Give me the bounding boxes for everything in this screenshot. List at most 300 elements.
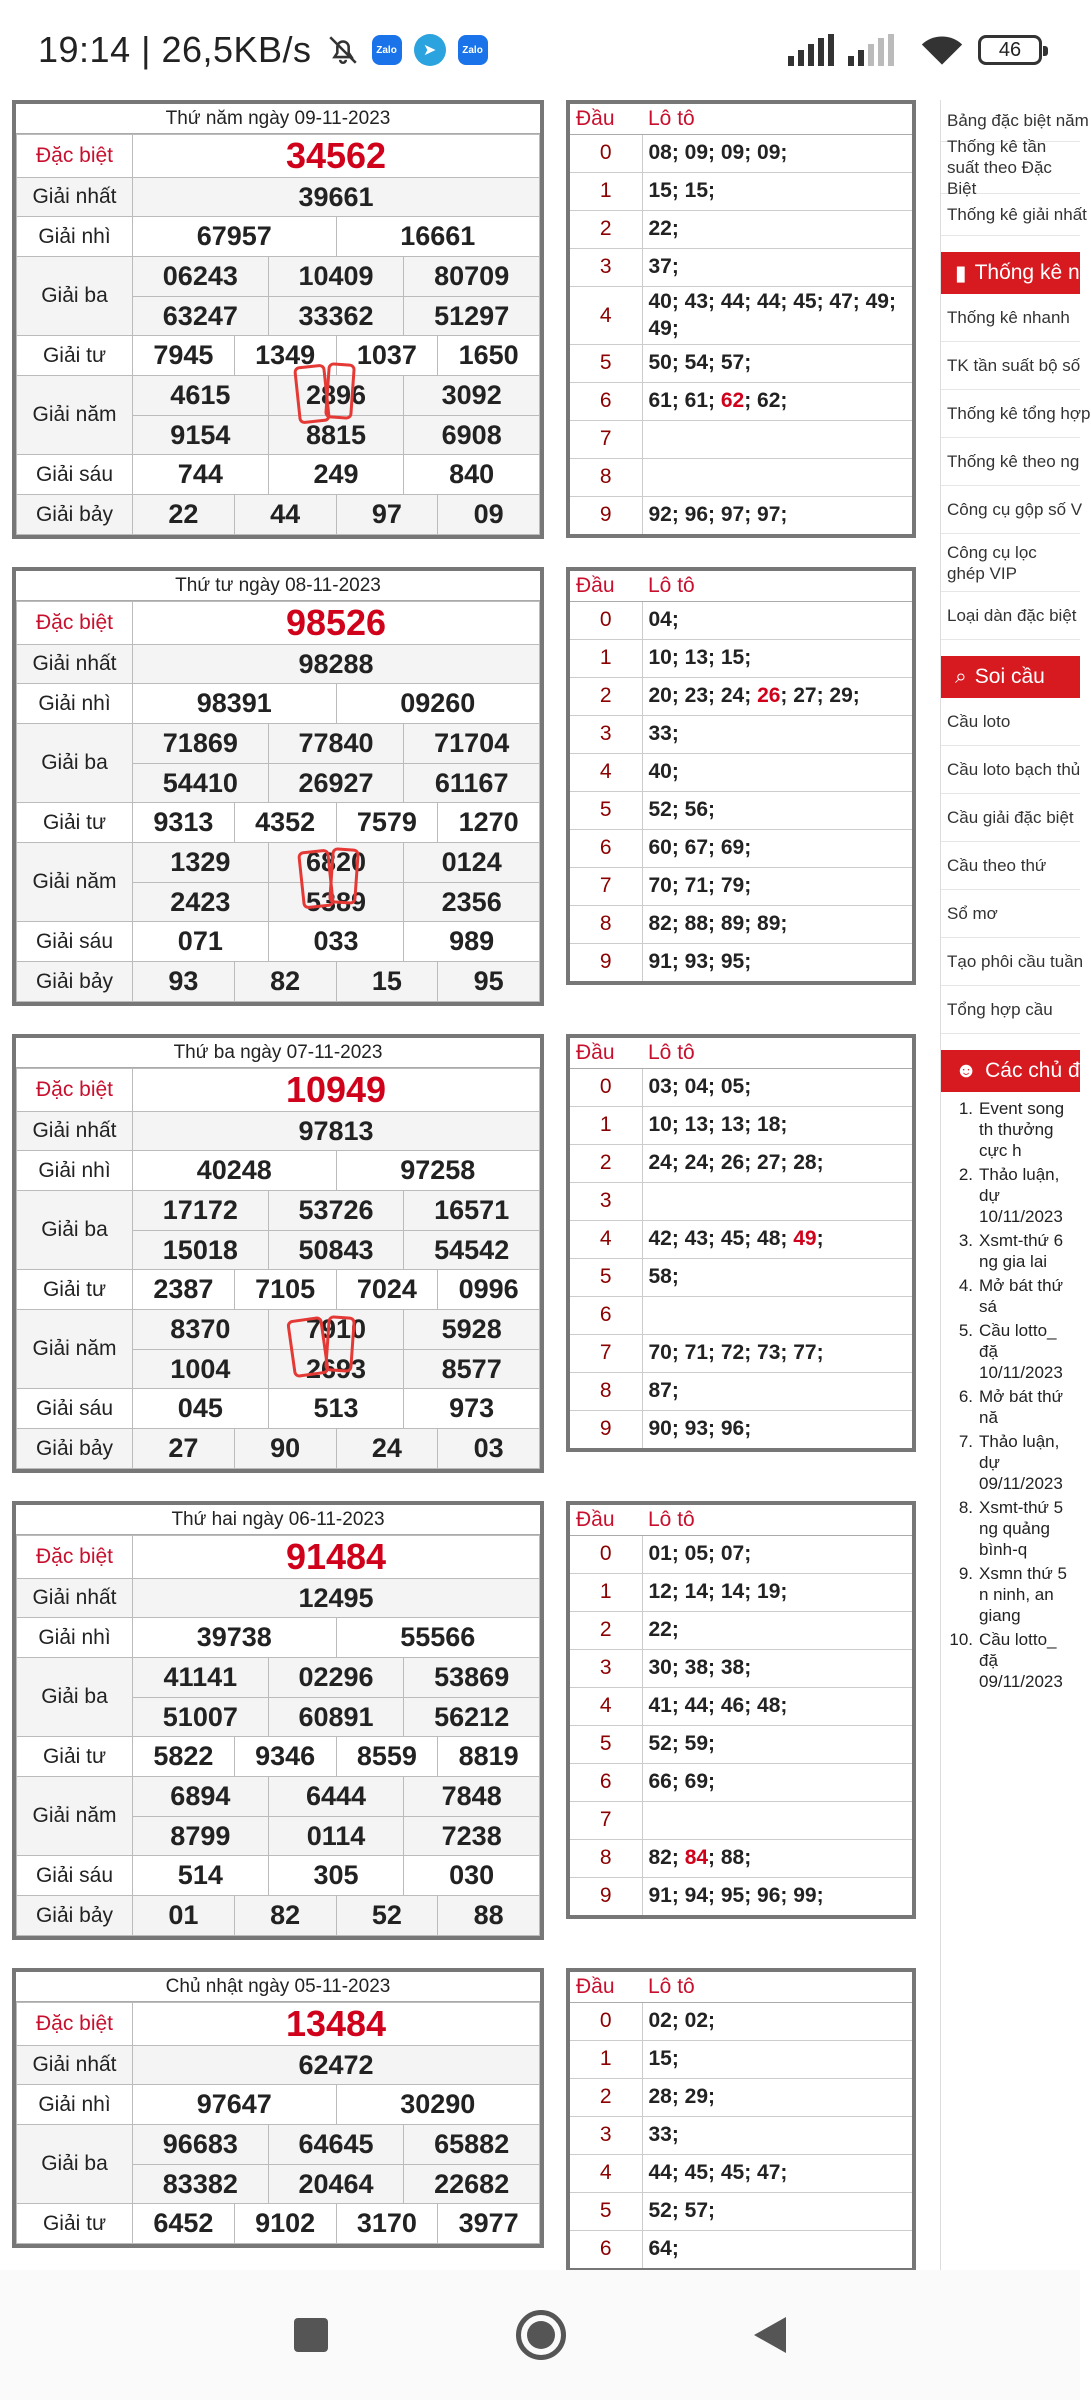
loto-values: 52; 59; [642,1725,912,1763]
loto-row [570,1535,912,1573]
prize-number: 10409 [268,257,404,296]
prize-number: 2423 [170,886,231,917]
loto-values: 44; 45; 45; 47; [642,2154,912,2192]
prize-number: 53869 [403,1658,539,1697]
loto-row [570,1763,912,1801]
topic-item[interactable] [947,1497,1080,1560]
prize-number: 7945 [153,340,214,370]
loto-head-digit: 9 [570,1410,642,1448]
loto-values [642,458,912,496]
topic-list [941,1092,1080,1701]
loto-row [570,2116,912,2154]
loto-head-digit: 0 [570,2002,642,2040]
topic-title[interactable]: Thảo luận, dự 10/11/2023 [979,1165,1063,1226]
prize-label-db: Đặc biệt [17,1536,133,1579]
spacer [941,1034,1080,1050]
loto-row [570,286,912,344]
loto-row [570,1372,912,1410]
loto-row [570,1182,912,1220]
loto-values: 70; 71; 72; 73; 77; [642,1334,912,1372]
prize-values-g2 [133,1618,540,1658]
prize-number: 56212 [403,1698,539,1736]
topic-number: 8. [958,1498,973,1517]
topic-item[interactable] [947,1320,1080,1383]
prize-number: 0124 [403,843,539,882]
sidebar-section-title: Thống kê n [974,261,1080,284]
signal-icon [788,34,834,66]
prize-number: 1650 [437,336,539,375]
prize-number: 071 [177,926,223,956]
prize-number: 16661 [336,217,540,256]
loto-values: 22; [642,1611,912,1649]
prize-number: 3092 [403,376,539,415]
prize-number: 97258 [336,1151,540,1190]
search-icon: ⌕ [955,665,967,688]
status-time: 19:14 | 26,5KB/s [38,29,312,70]
sidebar-link[interactable]: TK tần suất bộ số [941,342,1080,390]
prize-number: 51297 [403,297,539,335]
prize-number: 305 [268,1856,404,1895]
prize-number: 15 [336,962,438,1001]
topic-title[interactable]: Thảo luận, dự 09/11/2023 [979,1432,1063,1493]
prize-row-g2 [17,684,540,724]
prize-number: 030 [403,1856,539,1895]
wifi-icon [920,33,964,67]
prize-row-db [17,602,540,645]
sidebar-section-chart [941,252,1080,294]
prize-label-db: Đặc biệt [17,2003,133,2046]
prize-number: 20464 [268,2165,404,2203]
loto-head-dau: Đầu [570,104,642,134]
prize-number: 26927 [268,764,404,802]
loto-table [566,1501,916,1919]
prize-row-g5 [17,1777,540,1856]
prize-number: 22 [168,499,199,529]
result-card [12,567,544,1006]
prize-number: 90 [234,1429,336,1468]
topic-title[interactable]: Xsmt-thứ 5 ng quảng bình-q [979,1498,1064,1559]
prize-label-g7: Giải bảy [17,962,133,1002]
prize-label-g3: Giải ba [17,1658,133,1737]
loto-values: 50; 54; 57; [642,344,912,382]
loto-head-digit: 4 [570,1687,642,1725]
prize-values-g3 [133,257,540,336]
sidebar-link[interactable]: Tổng hợp cầu [941,986,1080,1034]
prize-number: 6452 [153,2208,214,2238]
loto-head-digit: 7 [570,867,642,905]
prize-number: 0996 [437,1270,539,1309]
prize-number: 6894 [170,1781,231,1811]
prize-number: 5822 [153,1741,214,1771]
topic-number: 1. [958,1099,973,1118]
loto-head-digit: 1 [570,1106,642,1144]
prize-number: 55566 [336,1618,540,1657]
loto-hot-number: 84 [684,1846,709,1869]
prize-number: 41141 [163,1662,238,1692]
loto-head-digit: 4 [570,2154,642,2192]
prize-number: 16571 [403,1191,539,1230]
sidebar-section-title: Soi cầu [974,665,1045,688]
prize-label-g2: Giải nhì [17,2085,133,2125]
loto-values: 87; [642,1372,912,1410]
prize-row-g3 [17,724,540,803]
loto-values: 40; 43; 44; 44; 45; 47; 49; 49; [642,286,912,344]
prize-row-g4 [17,1737,540,1777]
loto-row [570,134,912,172]
prize-values-g4 [133,1270,540,1310]
loto-head-digit: 2 [570,2078,642,2116]
prize-values-g6 [133,1389,540,1429]
prize-row-g1 [17,1579,540,1618]
sidebar-link[interactable]: Thống kê nhanh [941,294,1080,342]
topic-item[interactable] [947,1629,1080,1692]
topic-item[interactable] [947,1563,1080,1626]
prize-row-g7 [17,1896,540,1936]
loto-values: 12; 14; 14; 19; [642,1573,912,1611]
prize-label-g4: Giải tư [17,336,133,376]
sidebar-link[interactable]: Công cụ lọc ghép VIP [941,534,1080,592]
prize-label-g2: Giải nhì [17,217,133,257]
spacer [941,640,1080,656]
topic-title[interactable]: Cầu lotto_ đặ 10/11/2023 [979,1321,1063,1382]
loto-row [570,601,912,639]
sidebar-section-users [941,1050,1091,1092]
prize-values-g5 [133,1310,540,1389]
loto-head-digit: 4 [570,286,642,344]
prize-row-g3 [17,2125,540,2204]
topic-title[interactable]: Xsmn thứ 5 n ninh, an giang [979,1564,1067,1625]
prize-number: 9154 [170,419,231,450]
prize-label-g7: Giải bảy [17,1429,133,1469]
loto-head-digit: 1 [570,2040,642,2078]
prize-number: 6908 [403,416,539,454]
prize-number: 39738 [196,1622,272,1652]
loto-head-loto: Lô tô [642,1038,912,1068]
prize-row-g2 [17,217,540,257]
prize-number: 9313 [153,807,214,837]
prize-label-g5: Giải năm [17,1310,133,1389]
prize-value-g1: 12495 [133,1579,540,1618]
prize-values-g7 [133,495,540,535]
prize-number: 95 [437,962,539,1001]
loto-values: 82; 84; 88; [642,1839,912,1877]
prize-row-g6 [17,1856,540,1896]
prize-label-g2: Giải nhì [17,1151,133,1191]
prize-number: 840 [403,455,539,494]
topic-title[interactable]: Event song th thưởng cực h [979,1099,1065,1160]
topic-number: 5. [958,1321,973,1340]
draw-date-title[interactable]: Chủ nhật ngày 05-11-2023 [16,1972,540,2002]
sidebar-link[interactable]: Thống kê theo ng [941,438,1080,486]
loto-head-digit: 0 [570,134,642,172]
sidebar-link[interactable]: Tạo phôi cầu tuần [941,938,1080,986]
loto-table [566,1968,916,2272]
prize-number: 8370 [170,1314,231,1344]
prize-number: 989 [403,922,539,961]
prize-number: 63247 [162,300,238,331]
prize-row-g2 [17,2085,540,2125]
sidebar-link[interactable]: Cầu theo thứ [941,842,1080,890]
topic-item[interactable] [947,1275,1080,1317]
prize-row-db [17,2003,540,2046]
prize-values-g4 [133,2204,540,2244]
prize-number: 8799 [170,1820,231,1851]
loto-values: 10; 13; 15; [642,639,912,677]
loto-head-digit: 0 [570,1535,642,1573]
draw-date-title[interactable]: Thứ ba ngày 07-11-2023 [16,1038,540,1068]
signal-icon-2 [848,34,894,66]
sidebar-link[interactable]: Cầu loto bạch thủ [941,746,1080,794]
prize-number: 1037 [336,336,438,375]
prize-values-g6 [133,922,540,962]
prize-row-g7 [17,962,540,1002]
prize-label-g4: Giải tư [17,2204,133,2244]
prize-number: 96683 [162,2129,238,2159]
loto-table [566,100,916,538]
loto-head-dau: Đầu [570,1505,642,1535]
prize-number: 83382 [162,2168,238,2199]
telegram-icon: ➤ [414,34,446,66]
topic-number: 7. [958,1432,973,1451]
loto-head-loto: Lô tô [642,571,912,601]
loto-row [570,1334,912,1372]
prize-values-g3 [133,1191,540,1270]
loto-values: 66; 69; [642,1763,912,1801]
prize-row-g1 [17,645,540,684]
loto-head-digit: 6 [570,1763,642,1801]
prize-number: 7105 [234,1270,336,1309]
loto-row [570,639,912,677]
prize-values-g5 [133,843,540,922]
loto-values [642,1182,912,1220]
loto-head-loto: Lô tô [642,1972,912,2002]
prize-number: 3170 [336,2204,438,2243]
prize-label-g1: Giải nhất [17,645,133,684]
back-button[interactable] [754,2317,786,2353]
prize-number: 1349 [234,336,336,375]
topic-title[interactable]: Xsmt-thứ 6 ng gia lai [979,1231,1064,1271]
loto-head-digit: 4 [570,753,642,791]
prize-values-g4 [133,803,540,843]
loto-values: 52; 56; [642,791,912,829]
topic-item[interactable] [947,1386,1080,1428]
loto-head-digit: 2 [570,1144,642,1182]
loto-head-digit: 3 [570,1182,642,1220]
prize-number: 50843 [268,1231,404,1269]
loto-row [570,1068,912,1106]
loto-values: 92; 96; 97; 97; [642,496,912,534]
recent-apps-button[interactable] [294,2318,328,2352]
loto-head-digit: 9 [570,943,642,981]
loto-head-digit: 8 [570,1839,642,1877]
loto-hot-number: 49 [793,1227,817,1250]
prize-number: 4352 [234,803,336,842]
prize-label-g6: Giải sáu [17,1856,133,1896]
loto-values: 10; 13; 13; 18; [642,1106,912,1144]
loto-row [570,2040,912,2078]
result-card [12,1968,544,2248]
loto-values: 08; 09; 09; 09; [642,134,912,172]
loto-row [570,344,912,382]
prize-label-g4: Giải tư [17,1737,133,1777]
results-page[interactable] [0,100,1091,2270]
draw-date-title[interactable]: Thứ năm ngày 09-11-2023 [16,104,540,134]
prize-value-db: 13484 [133,2003,540,2046]
sidebar-link[interactable]: Loại dàn đặc biệt [941,592,1080,640]
loto-head-digit: 3 [570,248,642,286]
spacer [941,236,1080,252]
draw-date-title[interactable]: Thứ tư ngày 08-11-2023 [16,571,540,601]
prize-number: 7910 [268,1310,404,1349]
prize-row-g4 [17,1270,540,1310]
loto-values: 20; 23; 24; 26; 27; 29; [642,677,912,715]
prize-label-g3: Giải ba [17,2125,133,2204]
prize-table [16,1535,540,1936]
loto-head-digit: 8 [570,1372,642,1410]
prize-number: 61167 [403,764,539,802]
sidebar-link[interactable]: Công cụ gộp số V [941,486,1080,534]
loto-row [570,1410,912,1448]
topic-item[interactable] [947,1431,1080,1494]
prize-number: 045 [177,1393,223,1423]
loto-head-digit: 7 [570,420,642,458]
loto-row [570,1296,912,1334]
prize-value-db: 91484 [133,1536,540,1579]
prize-number: 9346 [234,1737,336,1776]
sidebar-section-title: Các chủ đề [985,1059,1091,1082]
prize-row-db [17,1536,540,1579]
prize-values-g4 [133,1737,540,1777]
loto-head-dau: Đầu [570,571,642,601]
sidebar-link[interactable]: Thống kê tổng hợp [941,390,1080,438]
prize-label-db: Đặc biệt [17,135,133,178]
loto-values: 64; [642,2230,912,2268]
prize-row-db [17,135,540,178]
prize-number: 1329 [170,847,231,877]
prize-number: 8577 [403,1350,539,1388]
sidebar [940,100,1091,2270]
prize-value-g1: 97813 [133,1112,540,1151]
loto-head-digit: 0 [570,1068,642,1106]
loto-row [570,1687,912,1725]
loto-row [570,2078,912,2116]
loto-head-digit: 5 [570,1258,642,1296]
prize-value-g1: 62472 [133,2046,540,2085]
draw-date-title[interactable]: Thứ hai ngày 06-11-2023 [16,1505,540,1535]
prize-number: 06243 [162,261,238,291]
prize-number: 2693 [268,1350,404,1388]
result-card [12,100,544,539]
loto-row [570,1649,912,1687]
loto-head-digit: 8 [570,458,642,496]
prize-number: 97647 [196,2089,272,2119]
loto-row [570,496,912,534]
loto-values: 70; 71; 79; [642,867,912,905]
sidebar-link[interactable]: Sổ mơ [941,890,1080,938]
loto-head-dau: Đầu [570,1038,642,1068]
sidebar-link[interactable]: Thống kê tần suất theo Đặc Biệt [941,142,1080,194]
prize-number: 82 [234,1896,336,1935]
prize-label-g1: Giải nhất [17,1112,133,1151]
prize-number: 3977 [437,2204,539,2243]
loto-values: 15; [642,2040,912,2078]
sidebar-link[interactable]: Cầu giải đặc biệt [941,794,1080,842]
prize-label-g1: Giải nhất [17,178,133,217]
prize-number: 82 [234,962,336,1001]
prize-values-g5 [133,376,540,455]
loto-values: 40; [642,753,912,791]
loto-values: 52; 57; [642,2192,912,2230]
sidebar-link[interactable]: Bảng đặc biệt năm [941,100,1080,142]
prize-number: 24 [336,1429,438,1468]
loto-head-digit: 8 [570,905,642,943]
topic-number: 6. [958,1387,973,1406]
prize-label-g6: Giải sáu [17,922,133,962]
topic-title[interactable]: Mở bát thứ nă [979,1387,1063,1427]
loto-values: 24; 24; 26; 27; 28; [642,1144,912,1182]
prize-number: 60891 [268,1698,404,1736]
topic-title[interactable]: Mở bát thứ sá [979,1276,1063,1316]
prize-number: 03 [437,1429,539,1468]
prize-number: 53726 [268,1191,404,1230]
chart-icon: ▮ [955,261,967,285]
prize-row-g3 [17,1658,540,1737]
prize-number: 5928 [403,1310,539,1349]
prize-number: 249 [268,455,404,494]
loto-values: 04; [642,601,912,639]
loto-row [570,2192,912,2230]
prize-label-g2: Giải nhì [17,684,133,724]
loto-row [570,1144,912,1182]
topic-number: 10. [949,1630,973,1649]
loto-values: 30; 38; 38; [642,1649,912,1687]
prize-label-g5: Giải năm [17,843,133,922]
loto-row [570,458,912,496]
prize-number: 97 [336,495,438,534]
prize-number: 88 [437,1896,539,1935]
prize-number: 09260 [336,684,540,723]
loto-head-dau: Đầu [570,1972,642,2002]
topic-title[interactable]: Cầu lotto_ đặ 09/11/2023 [979,1630,1063,1691]
home-button[interactable] [516,2310,566,2360]
topic-item[interactable] [947,1098,1080,1161]
prize-values-g2 [133,684,540,724]
prize-row-g6 [17,1389,540,1429]
prize-row-g6 [17,455,540,495]
loto-values: 41; 44; 46; 48; [642,1687,912,1725]
status-bar [0,0,1080,100]
result-card [12,1034,544,1473]
prize-number: 52 [336,1896,438,1935]
prize-number: 744 [177,459,223,489]
loto-hot-number: 26 [757,684,781,707]
sidebar-link[interactable]: Cầu loto [941,698,1080,746]
prize-number: 54542 [403,1231,539,1269]
loto-row [570,420,912,458]
loto-row [570,1220,912,1258]
loto-values: 15; 15; [642,172,912,210]
prize-table [16,1068,540,1469]
loto-values: 82; 88; 89; 89; [642,905,912,943]
loto-table [566,567,916,985]
prize-number: 7024 [336,1270,438,1309]
sidebar-link[interactable]: Thống kê giải nhất [941,194,1080,236]
prize-label-g4: Giải tư [17,803,133,843]
loto-values: 01; 05; 07; [642,1535,912,1573]
topic-item[interactable] [947,1230,1080,1272]
topic-item[interactable] [947,1164,1080,1227]
loto-values: 58; [642,1258,912,1296]
